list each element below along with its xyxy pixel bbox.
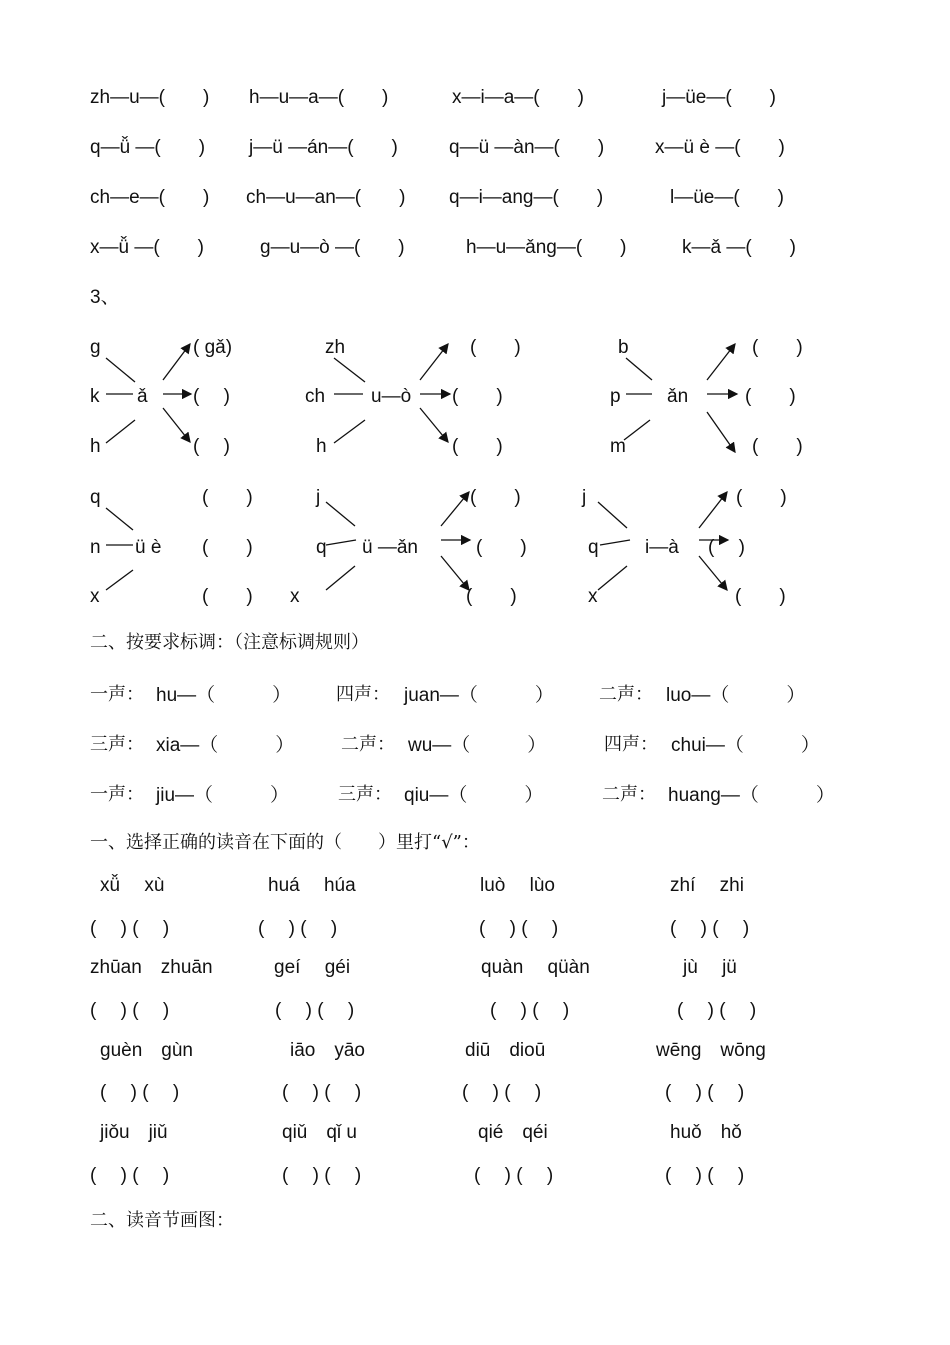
answer-box: ( ) bbox=[202, 586, 253, 607]
spell-item: h—u—a—( ) bbox=[249, 87, 389, 108]
tone-label: 二声： bbox=[602, 784, 656, 805]
pinyin-pair: geí géi bbox=[274, 957, 351, 978]
pinyin-pair: xǚ xù bbox=[100, 875, 165, 896]
answer-box: ( ) bbox=[452, 436, 503, 457]
answer-box: ( ) bbox=[193, 436, 230, 457]
spell-item: ch—u—an—( ) bbox=[246, 187, 406, 208]
final: ü è bbox=[135, 537, 162, 558]
initial: j bbox=[316, 487, 321, 508]
spell-item: j—ü —án—( ) bbox=[249, 137, 398, 158]
tone-syllable: xia—（ ） bbox=[156, 735, 295, 756]
spell-item: q—i—ang—( ) bbox=[449, 187, 604, 208]
pinyin-pair: jiǒu jiǔ bbox=[100, 1122, 168, 1143]
tone-section-title: 二、按要求标调：（注意标调规则） bbox=[90, 632, 369, 653]
spell-item: x—ǚ —( ) bbox=[90, 237, 205, 258]
initial: n bbox=[90, 537, 101, 558]
check-boxes[interactable]: ( ) ( ) bbox=[665, 1165, 745, 1186]
initial: q bbox=[588, 537, 599, 558]
initial: j bbox=[582, 487, 587, 508]
check-boxes[interactable]: ( ) ( ) bbox=[282, 1082, 362, 1103]
check-boxes[interactable]: ( ) ( ) bbox=[474, 1165, 554, 1186]
final: u—ò bbox=[371, 386, 412, 407]
pinyin-pair: qié qéi bbox=[478, 1122, 548, 1143]
answer-box: ( gǎ) bbox=[193, 337, 233, 358]
initial: h bbox=[90, 436, 101, 457]
check-boxes[interactable]: ( ) ( ) bbox=[490, 1000, 570, 1021]
pinyin-pair: guèn gùn bbox=[100, 1040, 193, 1061]
initial: x bbox=[90, 586, 100, 607]
answer-box: ( ) bbox=[735, 586, 786, 607]
answer-box: ( ) bbox=[736, 487, 787, 508]
draw-section-title: 二、读音节画图： bbox=[90, 1210, 234, 1231]
initial: h bbox=[316, 436, 327, 457]
spell-item: l—üe—( ) bbox=[670, 187, 785, 208]
pinyin-pair: huǒ hǒ bbox=[670, 1122, 742, 1143]
answer-box: ( ) bbox=[708, 537, 745, 558]
initial: q bbox=[90, 487, 101, 508]
tone-syllable: hu—（ ） bbox=[156, 685, 292, 706]
tone-label: 一声： bbox=[90, 784, 144, 805]
check-boxes[interactable]: ( ) ( ) bbox=[282, 1165, 362, 1186]
check-boxes[interactable]: ( ) ( ) bbox=[90, 1000, 170, 1021]
answer-box: ( ) bbox=[452, 386, 503, 407]
spell-item: h—u—ǎng—( ) bbox=[466, 237, 627, 258]
pinyin-pair: zhūan zhuān bbox=[90, 957, 213, 978]
pinyin-pair: diū dioū bbox=[465, 1040, 546, 1061]
tone-label: 三声： bbox=[338, 784, 392, 805]
spell-item: zh—u—( ) bbox=[90, 87, 210, 108]
check-boxes[interactable]: ( ) ( ) bbox=[677, 1000, 757, 1021]
tone-syllable: juan—（ ） bbox=[404, 685, 554, 706]
pinyin-pair: quàn qüàn bbox=[481, 957, 590, 978]
spell-item: ch—e—( ) bbox=[90, 187, 210, 208]
final: ü —ǎn bbox=[362, 537, 418, 558]
initial: x bbox=[290, 586, 300, 607]
initial: g bbox=[90, 337, 101, 358]
pinyin-pair: luò lùo bbox=[480, 875, 555, 896]
spell-item: j—üe—( ) bbox=[662, 87, 777, 108]
answer-box: ( ) bbox=[202, 537, 253, 558]
spell-item: q—ǚ —( ) bbox=[90, 137, 206, 158]
initial: q bbox=[316, 537, 327, 558]
answer-box: ( ) bbox=[752, 436, 803, 457]
answer-box: ( ) bbox=[470, 337, 521, 358]
check-boxes[interactable]: ( ) ( ) bbox=[258, 918, 338, 939]
initial: x bbox=[588, 586, 598, 607]
spell-item: g—u—ò —( ) bbox=[260, 237, 405, 258]
section-3-label: 3、 bbox=[90, 287, 120, 308]
initial: b bbox=[618, 337, 629, 358]
pinyin-pair: zhí zhi bbox=[670, 875, 744, 896]
final: ǎ bbox=[137, 386, 148, 407]
pinyin-pair: jù jü bbox=[683, 957, 737, 978]
answer-box: ( ) bbox=[466, 586, 517, 607]
initial: m bbox=[610, 436, 626, 457]
check-boxes[interactable]: ( ) ( ) bbox=[90, 1165, 170, 1186]
pinyin-pair: wēng wōng bbox=[656, 1040, 766, 1061]
tone-label: 三声： bbox=[90, 734, 144, 755]
answer-box: ( ) bbox=[470, 487, 521, 508]
check-boxes[interactable]: ( ) ( ) bbox=[670, 918, 750, 939]
tone-syllable: chui—（ ） bbox=[671, 735, 820, 756]
tone-label: 四声： bbox=[336, 684, 390, 705]
tone-syllable: jiu—（ ） bbox=[156, 785, 290, 806]
check-boxes[interactable]: ( ) ( ) bbox=[665, 1082, 745, 1103]
pinyin-pair: iāo yāo bbox=[290, 1040, 365, 1061]
check-boxes[interactable]: ( ) ( ) bbox=[275, 1000, 355, 1021]
initial: p bbox=[610, 386, 621, 407]
tone-syllable: wu—（ ） bbox=[408, 735, 547, 756]
tone-label: 二声： bbox=[599, 684, 653, 705]
check-boxes[interactable]: ( ) ( ) bbox=[90, 918, 170, 939]
answer-box: ( ) bbox=[202, 487, 253, 508]
answer-box: ( ) bbox=[745, 386, 796, 407]
spell-item: k—ǎ —( ) bbox=[682, 237, 797, 258]
answer-box: ( ) bbox=[476, 537, 527, 558]
final: i—à bbox=[645, 537, 679, 558]
check-boxes[interactable]: ( ) ( ) bbox=[479, 918, 559, 939]
final: ǎn bbox=[667, 386, 689, 407]
spell-item: q—ü —àn—( ) bbox=[449, 137, 605, 158]
pinyin-pair: qiǔ qǐ u bbox=[282, 1122, 357, 1143]
spell-item: x—ü è —( ) bbox=[655, 137, 785, 158]
check-boxes[interactable]: ( ) ( ) bbox=[462, 1082, 542, 1103]
spell-item: x—i—a—( ) bbox=[452, 87, 584, 108]
initial: zh bbox=[325, 337, 346, 358]
answer-box: ( ) bbox=[752, 337, 803, 358]
tone-label: 四声： bbox=[604, 734, 658, 755]
tone-syllable: qiu—（ ） bbox=[404, 785, 544, 806]
check-boxes[interactable]: ( ) ( ) bbox=[100, 1082, 180, 1103]
initial: ch bbox=[305, 386, 326, 407]
choose-section-title: 一、选择正确的读音在下面的（ ）里打“√”： bbox=[90, 832, 480, 853]
pinyin-pair: huá húa bbox=[268, 875, 356, 896]
tone-label: 二声： bbox=[341, 734, 395, 755]
tone-syllable: luo—（ ） bbox=[666, 685, 806, 706]
initial: k bbox=[90, 386, 100, 407]
tone-label: 一声： bbox=[90, 684, 144, 705]
tone-syllable: huang—（ ） bbox=[668, 785, 835, 806]
answer-box: ( ) bbox=[193, 386, 230, 407]
